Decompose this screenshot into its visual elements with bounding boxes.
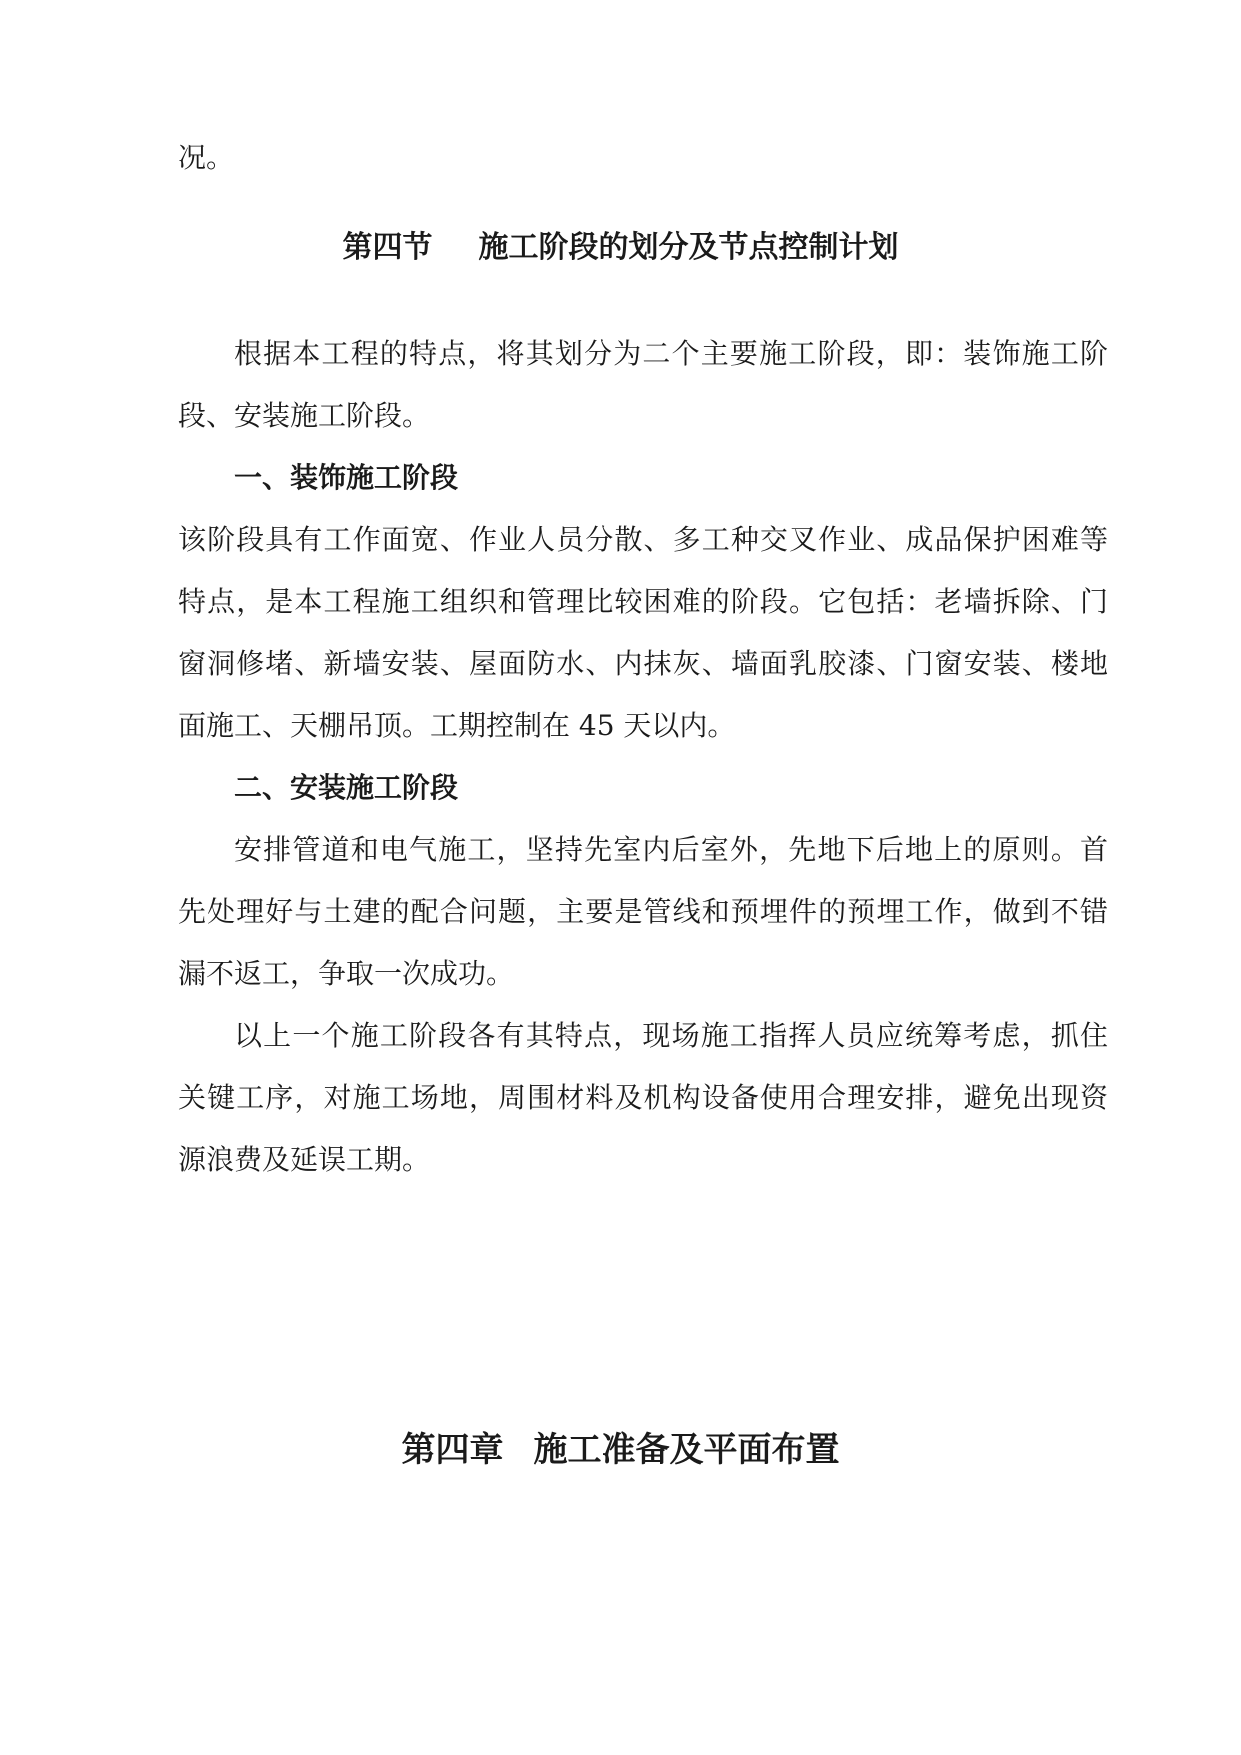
chapter-title: 施工准备及平面布置 bbox=[533, 1430, 840, 1470]
stage1-line-1: 该阶段具有工作面宽、作业人员分散、多工种交叉作业、成品保护困难等 bbox=[178, 523, 1108, 556]
section-heading bbox=[0, 228, 1241, 268]
continuation-line: 况。 bbox=[178, 141, 235, 174]
stage2-line-1: 安排管道和电气施工，坚持先室内后室外，先地下后地上的原则。首 bbox=[234, 833, 1108, 866]
intro-line-1: 根据本工程的特点，将其划分为二个主要施工阶段，即：装饰施工阶 bbox=[234, 337, 1108, 370]
intro-line-2: 段、安装施工阶段。 bbox=[178, 399, 431, 432]
stage1-heading: 一、装饰施工阶段 bbox=[234, 461, 459, 494]
stage1-line-3: 窗洞修堵、新墙安装、屋面防水、内抹灰、墙面乳胶漆、门窗安装、楼地 bbox=[178, 647, 1108, 680]
chapter-number: 第四章 bbox=[401, 1430, 504, 1470]
stage1-line-2: 特点，是本工程施工组织和管理比较困难的阶段。它包括：老墙拆除、门 bbox=[178, 585, 1108, 618]
section-number: 第四节 bbox=[342, 230, 433, 265]
stage2-heading: 二、安装施工阶段 bbox=[234, 771, 459, 804]
stage2-line-2: 先处理好与土建的配合问题，主要是管线和预埋件的预埋工作，做到不错 bbox=[178, 895, 1108, 928]
closing-line-3: 源浪费及延误工期。 bbox=[178, 1143, 431, 1176]
closing-line-1: 以上一个施工阶段各有其特点，现场施工指挥人员应统筹考虑，抓住 bbox=[234, 1019, 1108, 1052]
closing-line-2: 关键工序，对施工场地，周围材料及机构设备使用合理安排，避免出现资 bbox=[178, 1081, 1108, 1114]
section-title: 施工阶段的划分及节点控制计划 bbox=[478, 230, 899, 265]
stage1-line-4: 面施工、天棚吊顶。工期控制在 45 天以内。 bbox=[178, 709, 736, 742]
stage2-line-3: 漏不返工，争取一次成功。 bbox=[178, 957, 515, 990]
chapter-heading bbox=[0, 1428, 1241, 1472]
